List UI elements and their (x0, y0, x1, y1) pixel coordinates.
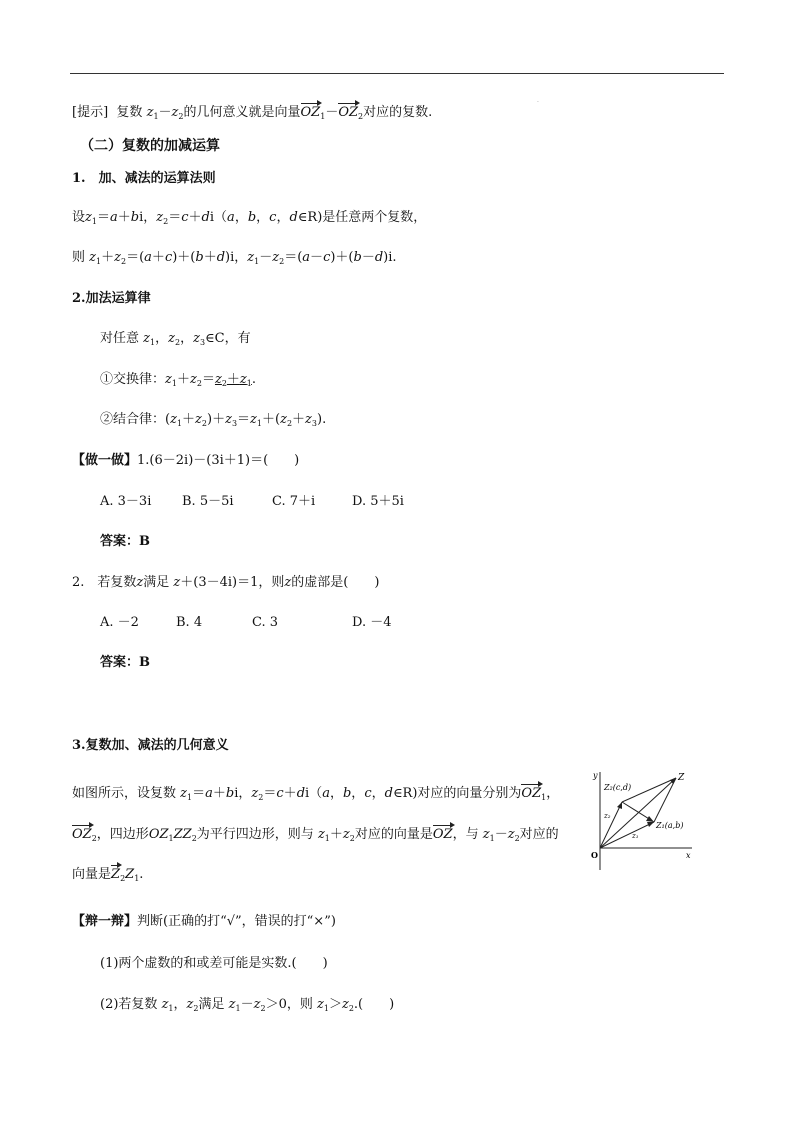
q1-answer: 答案：B (100, 534, 150, 549)
hint-line: [提示] 复数 $z_1-z_2$的几何意义就是向量$OZ_1-OZ_2$对应的复数. (72, 105, 433, 121)
header-rule (70, 73, 724, 74)
rule3-p2: $OZ_2$，四边形$OZ_1ZZ_2$为平行四边形，则与 $z_1+z_2$对应的向量是OZ，与 $z_1-z_2$对应的 (72, 827, 559, 843)
judge-item2: (2)若复数 $z_1$，$z_2$满足 $z_1-z_2>0$，则 $z_1>z_2$.( ) (100, 997, 395, 1013)
q1-option-a: A. 3－3i (100, 494, 152, 509)
q1-options (100, 493, 404, 511)
rule3-p1: 如图所示，设复数 $z_1=a+bi$，$z_2=c+di(a$，b，c，d∈R)对应的向量分别为$OZ_1$， (72, 786, 560, 802)
q2-option-a: A. －2 (100, 615, 139, 630)
rule3-heading: 3.复数加、减法的几何意义 (72, 738, 229, 753)
rule3-p3: 向量是$Z_2Z_1$. (72, 867, 144, 883)
rule1-heading: 1. 加、减法的运算法则 (72, 171, 216, 186)
vector-oz2 (600, 802, 622, 848)
practice-tag: 【做一做】 (72, 453, 138, 468)
section-title: （二）复数的加减运算 (80, 138, 220, 154)
label-z1: z₁ (632, 832, 639, 840)
label-z: Z (678, 773, 685, 783)
rule2-intro: 对任意 $z_1$，$z_2$，$z_3\in C$，有 (100, 331, 251, 347)
q2-option-d: D. －4 (352, 615, 392, 630)
rule1-line2: 则 $z_1+z_2=(a+c)+(b+d)i$，$z_1-z_2=(a-c)+(b-d)i$. (72, 250, 397, 266)
rule1-line1: 设$z_1=a+bi$，$z_2=c+di(a$，b，c，d∈R)是任意两个复数， (72, 210, 427, 226)
practice-q2: 2. 若复数z满足 z＋(3－4i)＝1，则z的虚部是( ) (72, 575, 380, 590)
label-o: O (591, 850, 598, 860)
side-z1z (654, 778, 676, 822)
label-y: y (593, 771, 598, 780)
associative-law: ②结合律：$(z_1+z_2)+z_3=z_1+(z_2+z_3)$. (100, 412, 327, 428)
q1-option-d: D. 5＋5i (352, 494, 404, 509)
vector-oz1: OZ (300, 105, 321, 120)
rule2-heading: 2.加法运算律 (72, 291, 151, 306)
practice-q1: 【做一做】1.(6－2i)－(3i＋1)＝( ) (72, 453, 300, 468)
vector-oz1 (600, 822, 654, 848)
label-z1-point: Z₁(a,b) (656, 821, 684, 830)
q1-option-c: C. 7＋i (272, 494, 316, 509)
label-z2: z₂ (604, 812, 611, 820)
q2-answer: 答案：B (100, 655, 150, 670)
label-z2-point: Z₂(c,d) (604, 783, 632, 792)
q2-option-b: B. 4 (176, 615, 203, 630)
label-x: x (686, 851, 691, 860)
q1-option-b: B. 5－5i (182, 494, 234, 509)
hint-tag: [提示] (72, 105, 109, 120)
q2-options (100, 614, 392, 632)
commutative-law: ①交换律：$z_1+z_2=z_2+z_1$. (100, 372, 257, 388)
stray-dot: · (537, 99, 539, 106)
judge-tag: 【辩一辩】 (72, 914, 138, 929)
q2-option-c: C. 3 (252, 615, 279, 630)
parallelogram-figure (588, 766, 698, 874)
vector-oz2: OZ (338, 105, 359, 120)
judge-item1: (1)两个虚数的和或差可能是实数.( ) (100, 956, 328, 971)
judge-intro: 【辩一辩】判断(正确的打“√”，错误的打“×”) (72, 914, 336, 929)
